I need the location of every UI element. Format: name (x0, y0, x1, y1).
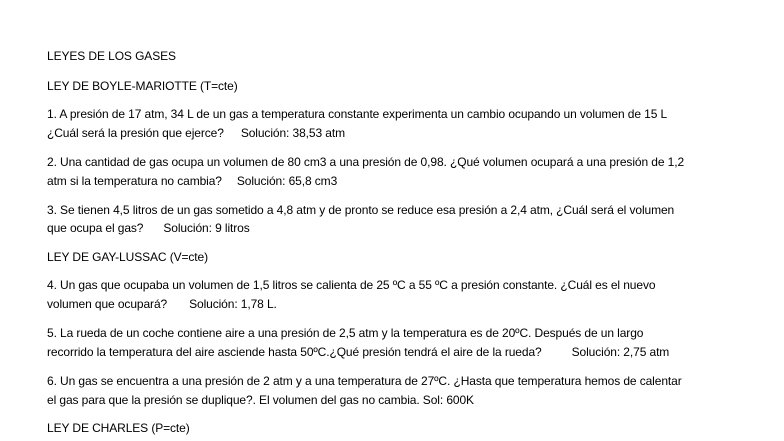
problem-2-answer: Solución: 65,8 cm3 (236, 174, 338, 188)
problem-5-line-2 (47, 345, 669, 359)
problem-5-answer: Solución: 2,75 atm (571, 345, 670, 359)
problem-1-answer: Solución: 38,53 atm (240, 126, 345, 140)
problem-2-question: atm si la temperatura no cambia? (47, 174, 222, 188)
problem-3-question: que ocupa el gas? (47, 221, 144, 235)
problem-4-line-2 (47, 297, 277, 311)
problem-2-line-2 (47, 174, 337, 188)
problem-6-line-2: el gas para que la presión se duplique?. El volumen del gas no cambia. Sol: 600K (47, 393, 474, 407)
problem-5-line-1: 5. La rueda de un coche contiene aire a una presión de 2,5 atm y la temperatura es de 20ºC. Después de un largo (47, 326, 644, 340)
document-title: LEYES DE LOS GASES (47, 49, 176, 63)
section-heading-charles: LEY DE CHARLES (P=cte) (47, 421, 190, 435)
document-page (47, 0, 777, 441)
problem-6-line-1: 6. Un gas se encuentra a una presión de 2 atm y a una temperatura de 27ºC. ¿Hasta que temperatura hemos de calentar (47, 374, 682, 388)
problem-4-line-1: 4. Un gas que ocupaba un volumen de 1,5 litros se calienta de 25 ºC a 55 ºC a presión constante. ¿Cuál es el nuevo (47, 278, 656, 292)
section-heading-gay-lussac: LEY DE GAY-LUSSAC (V=cte) (47, 250, 209, 264)
problem-1-question: ¿Cuál será la presión que ejerce? (47, 126, 224, 140)
problem-4-question: volumen que ocupará? (47, 297, 168, 311)
problem-3-line-1: 3. Se tienen 4,5 litros de un gas sometido a 4,8 atm y de pronto se reduce esa presión a 2,4 atm, ¿Cuál será el volumen (47, 203, 675, 217)
problem-3-answer: Solución: 9 litros (163, 221, 250, 235)
problem-5-question: recorrido la temperatura del aire asciende hasta 50ºC.¿Qué presión tendrá el aire de la rueda? (47, 345, 542, 359)
problem-4-answer: Solución: 1,78 L. (189, 297, 277, 311)
problem-3-line-2 (47, 221, 250, 235)
section-heading-boyle: LEY DE BOYLE-MARIOTTE (T=cte) (47, 79, 238, 93)
problem-1-line-2 (47, 126, 345, 140)
problem-1-line-1: 1. A presión de 17 atm, 34 L de un gas a temperatura constante experimenta un cambio ocupando un volumen de 15 L (47, 107, 668, 121)
problem-2-line-1: 2. Una cantidad de gas ocupa un volumen de 80 cm3 a una presión de 0,98. ¿Qué volumen ocupará a una presión de 1,2 (47, 155, 685, 169)
